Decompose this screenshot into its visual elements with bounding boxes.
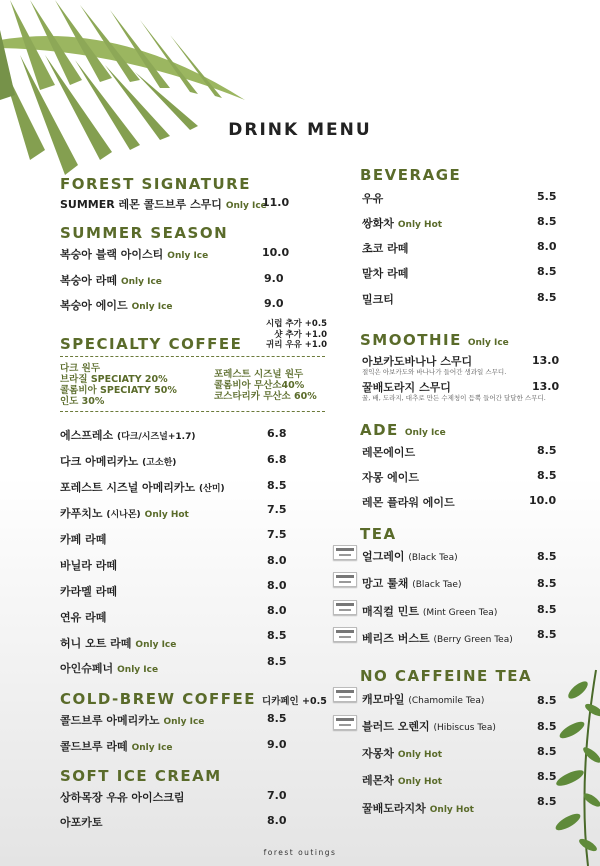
menu-item: 바닐라 라떼 <box>60 559 117 572</box>
price: 8.5 <box>267 629 287 642</box>
menu-item: 콜드브루 라떼 Only Ice <box>60 740 173 753</box>
price: 9.0 <box>264 272 284 285</box>
summer-season-heading: SUMMER SEASON <box>60 224 229 242</box>
specialty-addon-note: 시럽 추가 +0.5 샷 추가 +1.0 귀리 우유 +1.0 <box>266 319 327 350</box>
menu-item: 망고 툴채 (Black Tae) <box>362 577 462 590</box>
forest-signature-heading: FOREST SIGNATURE <box>60 175 251 193</box>
menu-item: 말차 라떼 <box>362 267 409 280</box>
menu-title: DRINK MENU <box>228 120 372 140</box>
menu-item: 매직컬 민트 (Mint Green Tea) <box>362 605 498 618</box>
no-caffeine-tea-heading: NO CAFFEINE TEA <box>360 667 533 685</box>
price: 8.5 <box>537 720 557 733</box>
price: 6.8 <box>267 427 287 440</box>
menu-item: 에스프레소 (다크/시즈널+1.7) <box>60 429 196 442</box>
price: 8.0 <box>537 240 557 253</box>
tea-box-icon <box>333 687 357 702</box>
price: 8.5 <box>537 550 557 563</box>
price: 8.0 <box>267 554 287 567</box>
dark-bean-info: 다크 원두 브라질 SPECIATY 20% 콜롬비아 SPECIATY 50% 인도 30% <box>60 363 177 407</box>
menu-item: 베리즈 버스트 (Berry Green Tea) <box>362 632 513 645</box>
ade-heading: ADE Only Ice <box>360 421 446 439</box>
specialty-coffee-heading: SPECIALTY COFFEE <box>60 335 243 353</box>
menu-item: 우유 <box>362 192 384 205</box>
menu-item: 밀크티 <box>362 293 394 306</box>
price: 8.5 <box>267 479 287 492</box>
price: 13.0 <box>532 354 560 367</box>
footer-brand: forest outings <box>263 848 337 857</box>
menu-item: 블러드 오렌지 (Hibiscus Tea) <box>362 720 496 733</box>
price: 8.5 <box>537 795 557 808</box>
price: 8.0 <box>267 579 287 592</box>
palm-leaf-decoration <box>0 0 250 175</box>
menu-item: 아포카토 <box>60 816 103 829</box>
price: 8.5 <box>537 745 557 758</box>
divider <box>60 356 325 357</box>
tea-heading: TEA <box>360 525 397 543</box>
divider <box>60 411 325 412</box>
price: 11.0 <box>262 196 290 209</box>
price: 8.5 <box>267 712 287 725</box>
menu-item: 레몬에이드 <box>362 446 416 459</box>
price: 9.0 <box>264 297 284 310</box>
price: 8.0 <box>267 814 287 827</box>
price: 8.5 <box>537 628 557 641</box>
menu-item: 꿀배도라지 스무디 <box>362 381 451 394</box>
menu-item: 캐모마일 (Chamomile Tea) <box>362 693 485 706</box>
price: 10.0 <box>529 494 557 507</box>
price: 8.5 <box>537 265 557 278</box>
menu-item: 복숭아 라떼 Only Ice <box>60 274 162 287</box>
item-description: 절익은 아보카도와 바나나가 들어간 생과일 스무디. <box>362 368 507 376</box>
price: 8.5 <box>537 215 557 228</box>
price: 10.0 <box>262 246 290 259</box>
menu-item: SUMMER 레몬 콜드브루 스무디 Only Ice <box>60 198 267 211</box>
menu-item: 레몬차 Only Hot <box>362 774 443 787</box>
tea-box-icon <box>333 600 357 615</box>
price: 7.0 <box>267 789 287 802</box>
price: 8.5 <box>537 770 557 783</box>
leaf-branch-decoration <box>548 660 600 866</box>
menu-item: 레몬 플라워 에이드 <box>362 496 455 509</box>
menu-item: 초코 라떼 <box>362 242 409 255</box>
price: 9.0 <box>267 738 287 751</box>
price: 8.5 <box>537 291 557 304</box>
menu-item: 자몽차 Only Hot <box>362 747 443 760</box>
price: 5.5 <box>537 190 557 203</box>
menu-item: 카페 라떼 <box>60 533 107 546</box>
menu-item: 쌍화차 Only Hot <box>362 217 443 230</box>
item-description: 꿀, 배, 도라지, 대추로 만든 수제청이 듬뿍 들어간 달달한 스무디. <box>362 394 546 402</box>
seasonal-bean-info: 포레스트 시즈널 원두 콜롬비아 무산소40% 코스타리카 무산소 60% <box>214 369 317 402</box>
menu-item: 허니 오트 라떼 Only Ice <box>60 637 177 650</box>
beverage-heading: BEVERAGE <box>360 166 462 184</box>
price: 8.5 <box>537 603 557 616</box>
price: 6.8 <box>267 453 287 466</box>
price: 8.5 <box>537 694 557 707</box>
menu-item: 상하목장 우유 아이스크림 <box>60 791 185 804</box>
price: 7.5 <box>267 503 287 516</box>
menu-item: 포레스트 시즈널 아메리카노 (산미) <box>60 481 225 494</box>
price: 13.0 <box>532 380 560 393</box>
smoothie-heading: SMOOTHIE Only Ice <box>360 331 509 349</box>
menu-item: 아인슈페너 Only Ice <box>60 662 159 675</box>
cold-brew-heading: COLD-BREW COFFEE 디카페인 +0.5 <box>60 690 327 708</box>
price: 8.5 <box>537 469 557 482</box>
menu-item: 꿀배도라지차 Only Hot <box>362 802 474 815</box>
menu-item: 자몽 에이드 <box>362 471 419 484</box>
price: 8.5 <box>267 655 287 668</box>
menu-item: 얼그레이 (Black Tea) <box>362 550 458 563</box>
menu-item: 카푸치노 (시나몬) Only Hot <box>60 507 189 520</box>
menu-item: 카라멜 라떼 <box>60 585 117 598</box>
price: 8.0 <box>267 604 287 617</box>
tea-box-icon <box>333 572 357 587</box>
tea-box-icon <box>333 715 357 730</box>
soft-ice-cream-heading: SOFT ICE CREAM <box>60 767 222 785</box>
tea-box-icon <box>333 545 357 560</box>
menu-item: 콜드브루 아메리카노 Only Ice <box>60 714 205 727</box>
price: 8.5 <box>537 444 557 457</box>
menu-item: 다크 아메리카노 (고소한) <box>60 455 177 468</box>
price: 8.5 <box>537 577 557 590</box>
menu-item: 아보카도바나나 스무디 <box>362 355 473 368</box>
menu-item: 복숭아 에이드 Only Ice <box>60 299 173 312</box>
tea-box-icon <box>333 627 357 642</box>
price: 7.5 <box>267 528 287 541</box>
menu-item: 연유 라떼 <box>60 611 107 624</box>
menu-item: 복숭아 블랙 아이스티 Only Ice <box>60 248 209 261</box>
